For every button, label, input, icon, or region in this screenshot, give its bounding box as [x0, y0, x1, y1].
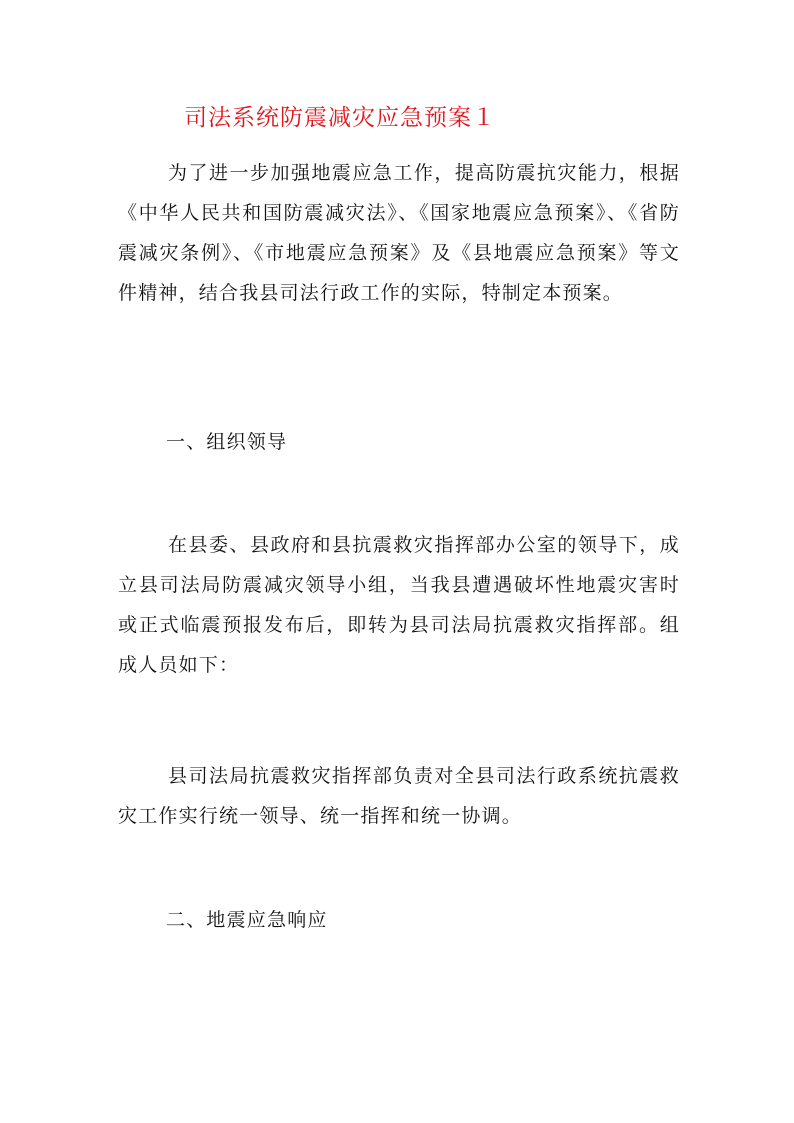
intro-paragraph: 为了进一步加强地震应急工作，提高防震抗灾能力，根据《中华人民共和国防震减灾法》、《国家地震应急预案》、《省防震减灾条例》、《市地震应急预案》及《县地震应急预案》等文件精神，结合我县司法行政工作的实际，特制定本预案。	[118, 162, 680, 304]
section-heading-organization: 一、组织领导	[166, 431, 288, 453]
organization-paragraph: 在县委、县政府和县抗震救灾指挥部办公室的领导下，成立县司法局防震减灾领导小组，当我县遭遇破坏性地震灾害时或正式临震预报发布后，即转为县司法局抗震救灾指挥部。组成人员如下：	[118, 534, 680, 676]
section-heading-emergency-response: 二、地震应急响应	[166, 909, 328, 931]
command-responsibility-paragraph: 县司法局抗震救灾指挥部负责对全县司法行政系统抗震救灾工作实行统一领导、统一指挥和统一协调。	[118, 765, 680, 827]
document-title: 司法系统防震减灾应急预案１	[184, 105, 496, 131]
